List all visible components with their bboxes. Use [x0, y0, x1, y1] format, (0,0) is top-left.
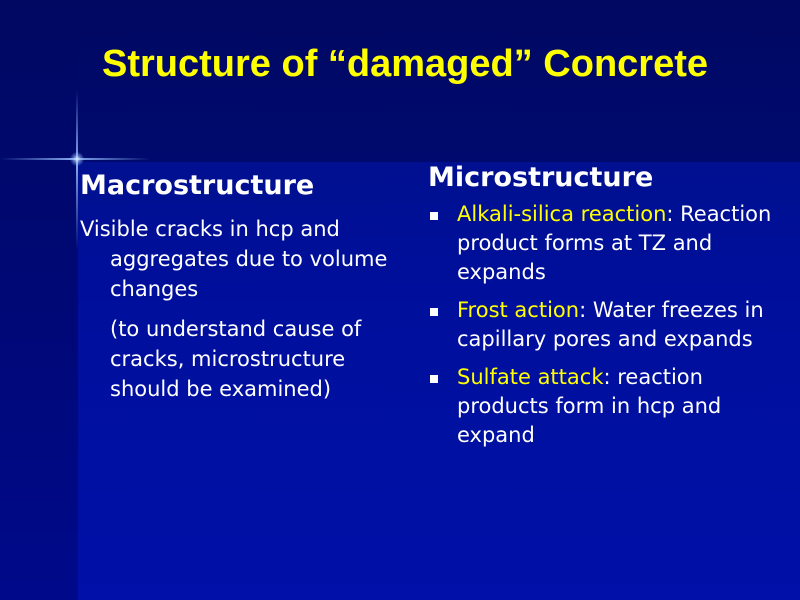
square-bullet-icon	[430, 212, 438, 220]
macrostructure-text: Visible cracks in hcp and aggregates due to volume changes	[80, 217, 388, 301]
microstructure-list	[428, 200, 788, 450]
light-flare-center	[70, 152, 84, 166]
macrostructure-note: (to understand cause of cracks, microstructure should be examined)	[110, 317, 362, 401]
list-item-term: Frost action	[457, 298, 580, 322]
list-item-text: : Water freezes in capillary pores and expands	[457, 298, 764, 351]
list-item-text: : reaction products form in hcp and expand	[457, 365, 722, 447]
microstructure-column	[428, 160, 788, 459]
list-item-text: : Reaction product forms at TZ and expands	[457, 202, 772, 284]
microstructure-heading: Microstructure	[428, 162, 654, 193]
square-bullet-icon	[430, 308, 438, 316]
left-band	[0, 0, 78, 600]
light-flare-vertical	[76, 90, 78, 250]
macrostructure-heading: Macrostructure	[80, 170, 315, 201]
square-bullet-icon	[430, 375, 438, 383]
slide-title: Structure of “damaged” Concrete	[102, 43, 708, 85]
list-item-term: Sulfate attack	[457, 365, 604, 389]
list-item	[428, 296, 788, 354]
macrostructure-column	[80, 168, 400, 404]
list-item	[428, 363, 788, 450]
list-item	[428, 200, 788, 287]
list-item-term: Alkali-silica reaction	[457, 202, 667, 226]
